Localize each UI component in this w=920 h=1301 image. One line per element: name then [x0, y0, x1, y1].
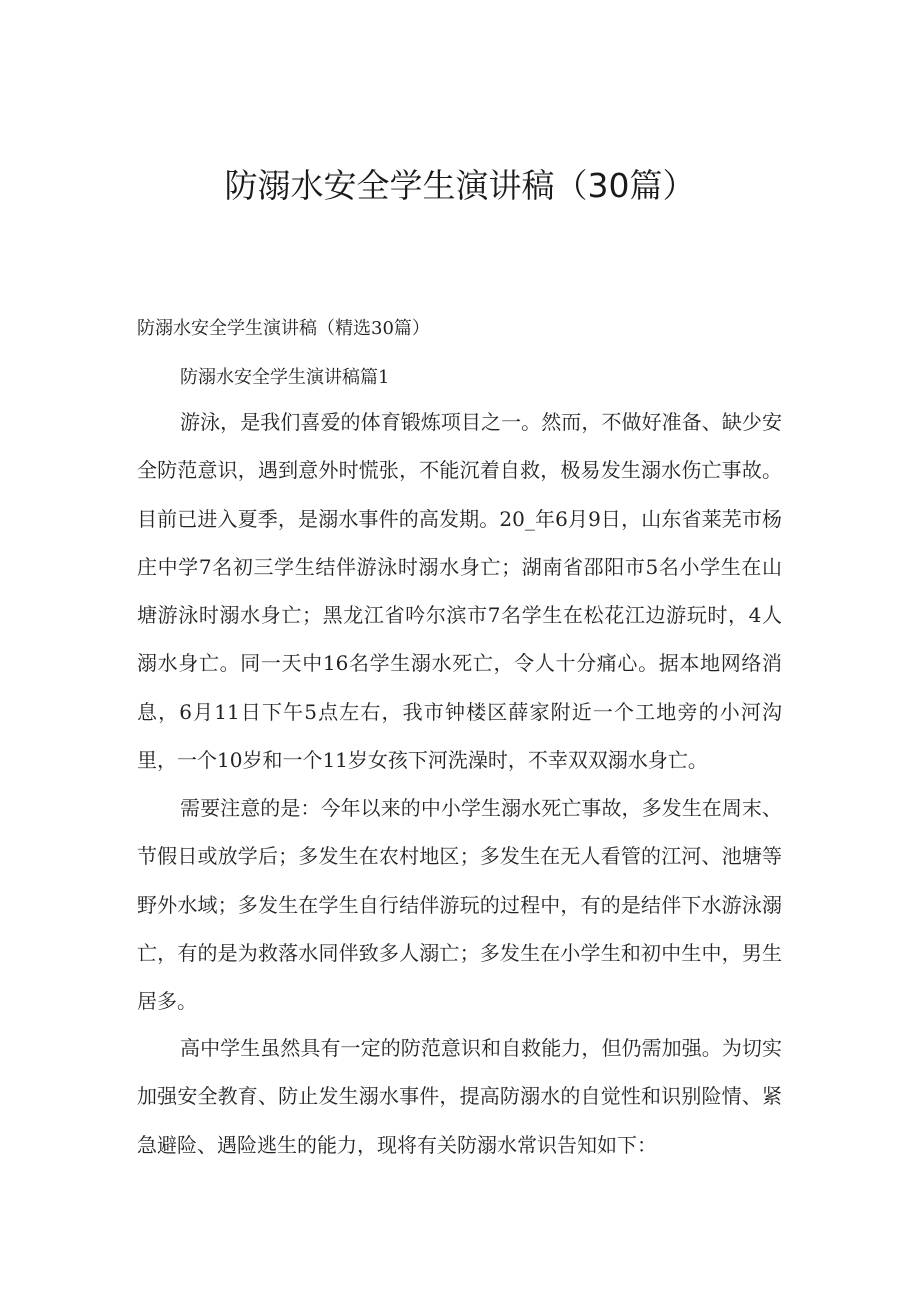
section-heading: 防溺水安全学生演讲稿篇1 — [180, 367, 390, 388]
document-subtitle: 防溺水安全学生演讲稿（精选30篇） — [137, 318, 430, 339]
body-paragraph: 需要注意的是：今年以来的中小学生溺水死亡事故，多发生在周末、节假日或放学后；多发生在农村地区；多发生在无人看管的江河、池塘等野外水域；多发生在学生自行结伴游玩的过程中，有的是结伴下水游泳溺亡，有的是为救落水同伴致多人溺亡；多发生在小学生和初中生中，男生居多。 — [137, 796, 782, 1014]
body-paragraph: 高中学生虽然具有一定的防范意识和自救能力，但仍需加强。为切实加强安全教育、防止发生溺水事件，提高防溺水的自觉性和识别险情、紧急避险、遇险逃生的能力，现将有关防溺水常识告知如下： — [137, 1036, 782, 1157]
document-title: 防溺水安全学生演讲稿（30篇） — [224, 166, 696, 205]
body-paragraph: 游泳，是我们喜爱的体育锻炼项目之一。然而，不做好准备、缺少安全防范意识，遇到意外时慌张，不能沉着自救，极易发生溺水伤亡事故。目前已进入夏季，是溺水事件的高发期。20_年6月9日，山东省莱芜市杨庄中学7名初三学生结伴游泳时溺水身亡；湖南省邵阳市5名小学生在山塘游泳时溺水身亡；黑龙江省吟尔滨市7名学生在松花江边游玩时，4人溺水身亡。同一天中16名学生溺水死亡，令人十分痛心。据本地网络消息，6月11日下午5点左右，我市钟楼区薛家附近一个工地旁的小河沟里，一个10岁和一个11岁女孩下河洗澡时，不幸双双溺水身亡。 — [137, 410, 782, 773]
